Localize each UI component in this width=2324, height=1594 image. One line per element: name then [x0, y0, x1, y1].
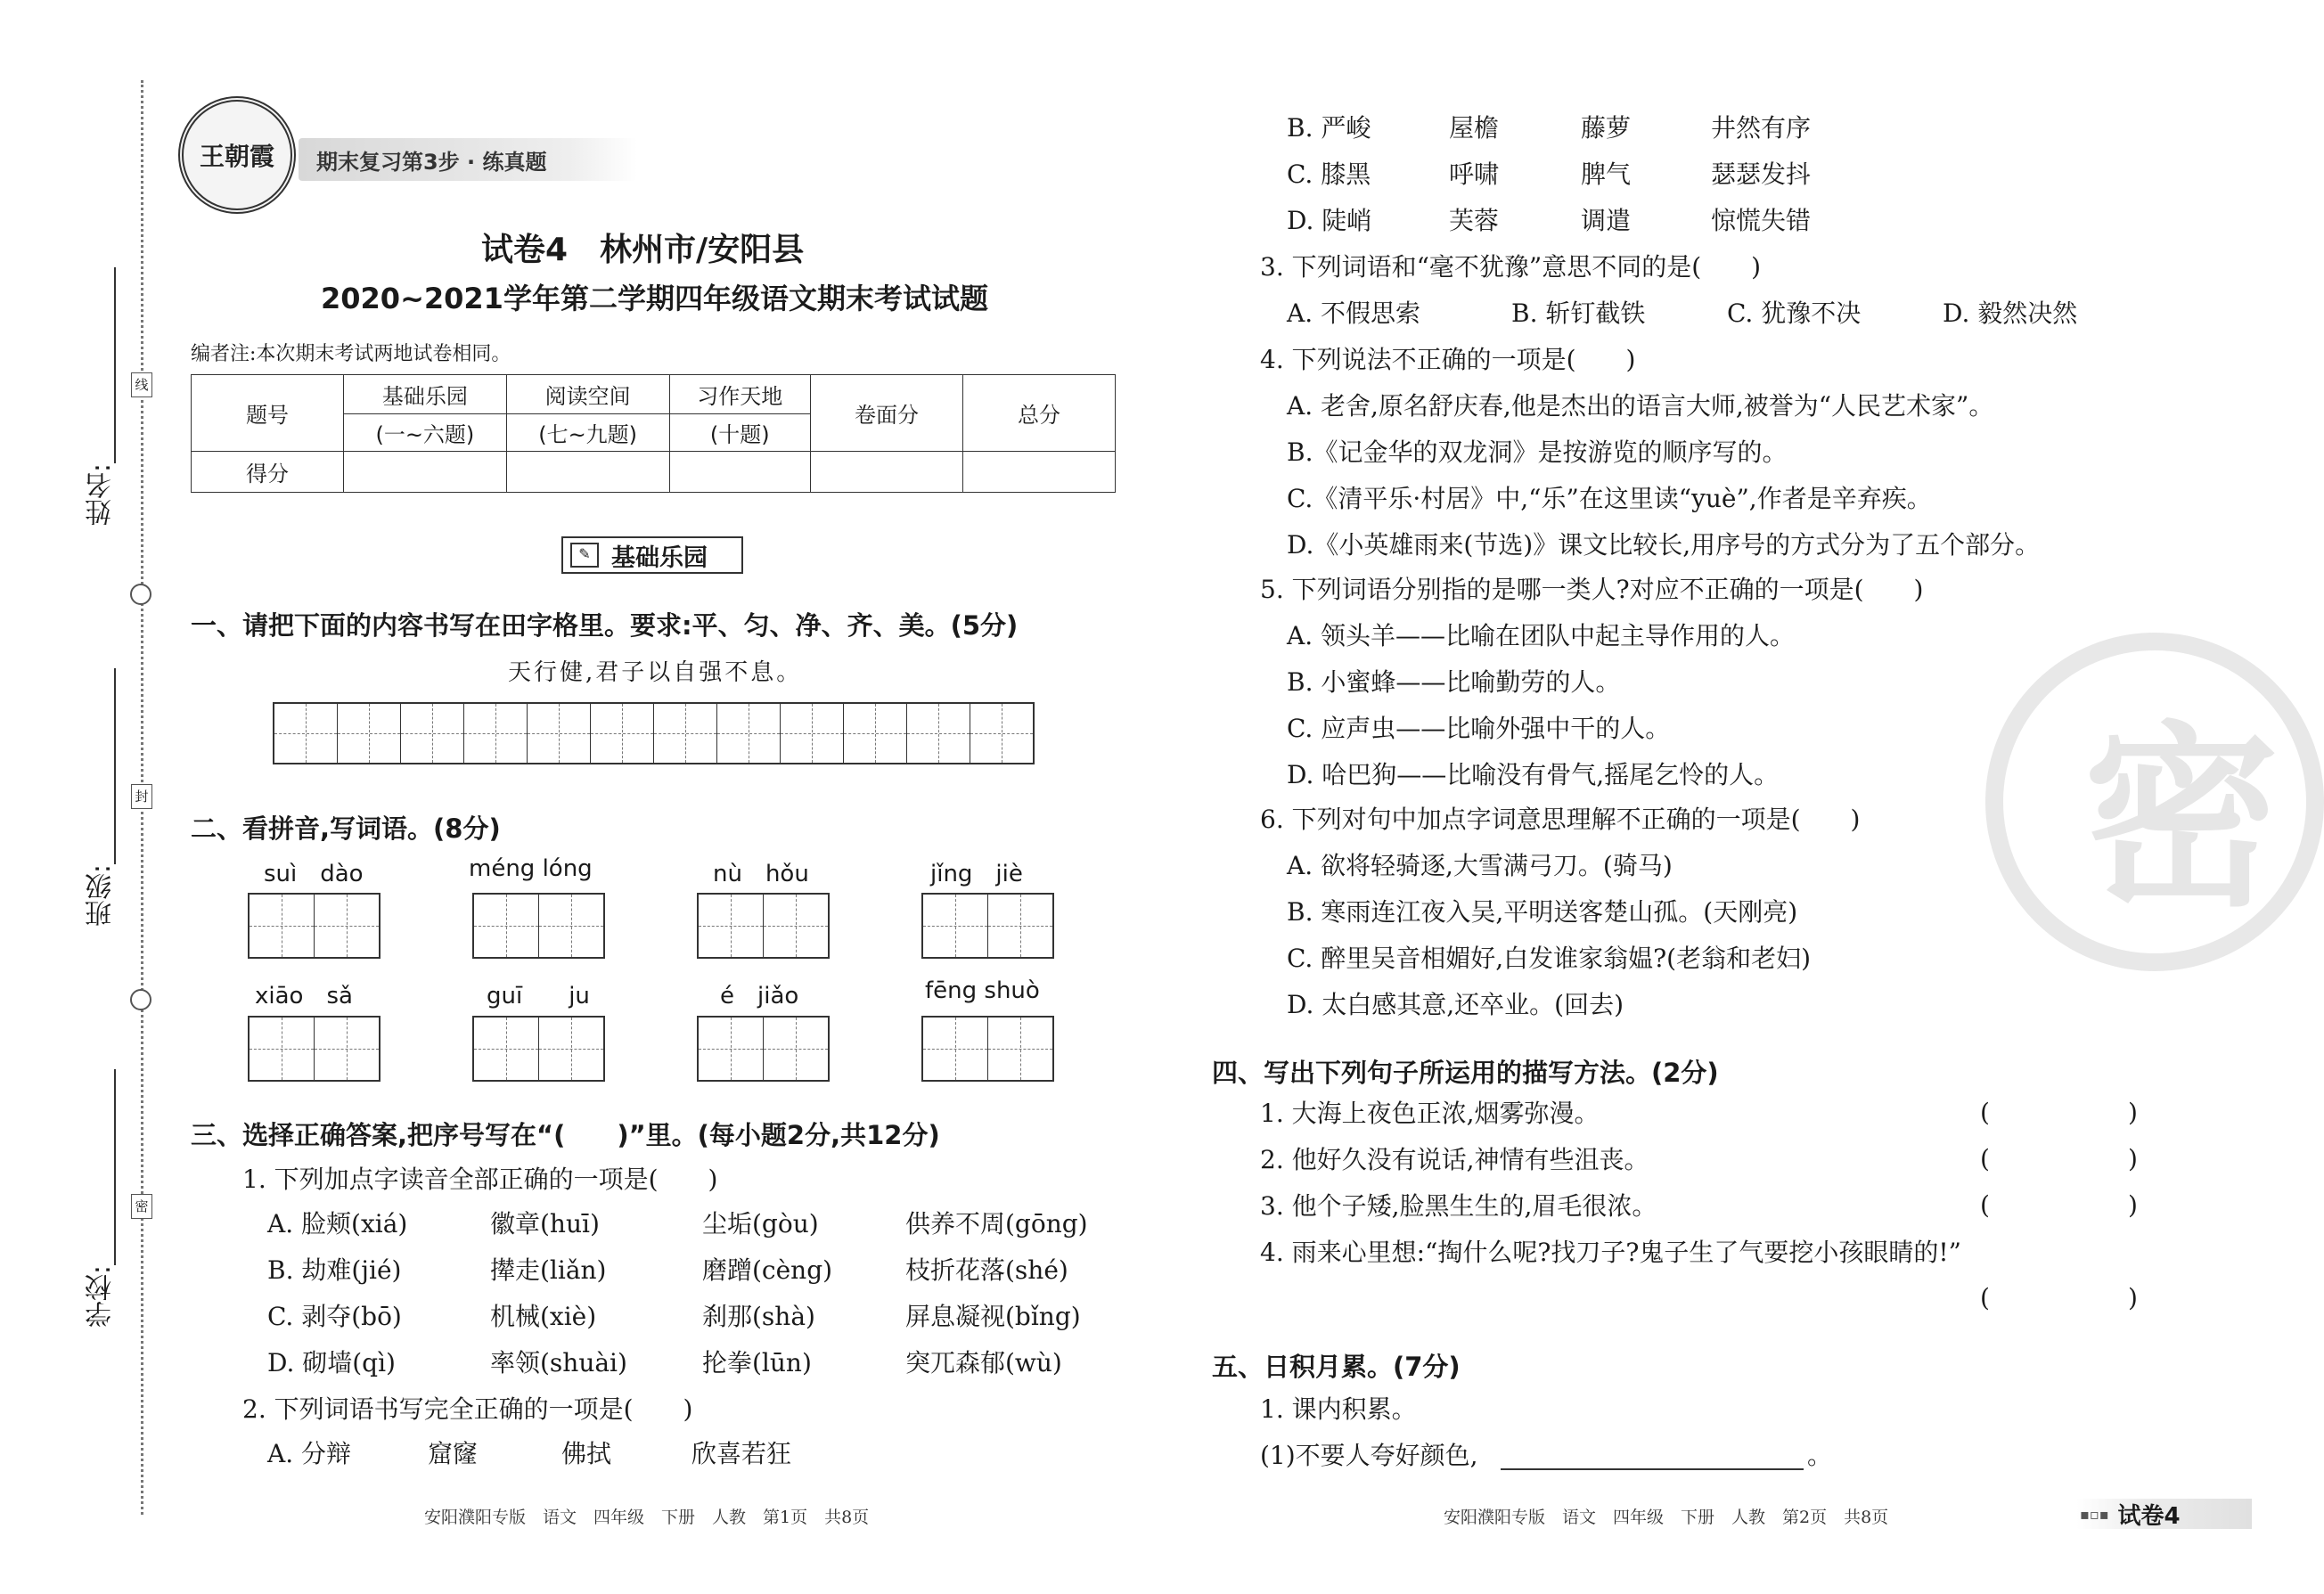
option-cell: 抡拳(lūn) [702, 1348, 812, 1377]
option-cell: 磨蹭(cèng) [702, 1255, 833, 1285]
tianzi-cell[interactable] [464, 704, 528, 763]
option-row [1287, 205, 2089, 241]
answer-paren-close: ) [2128, 1283, 2138, 1312]
pencil-icon: ✎ [570, 543, 599, 568]
binding-circle-icon [130, 989, 151, 1010]
seal-mark-mi: 密 [131, 1194, 152, 1219]
pinyin-7: é jiǎo [720, 983, 799, 1010]
option-line: A. 老舍,原名舒庆春,他是杰出的语言大师,被誉为“人民艺术家”。 [1287, 391, 1994, 421]
tab-squares-icon: ▪▫▪ [2080, 1505, 2109, 1523]
option-cell: D. 陡峭 [1287, 206, 1372, 235]
footer-tab [2076, 1499, 2252, 1529]
option-cell: 惊慌失错 [1711, 206, 1812, 235]
answer-grid-1[interactable] [248, 893, 381, 959]
tianzi-cell[interactable] [591, 704, 654, 763]
footer-left: 安阳濮阳专版 语文 四年级 下册 人教 第1页 共8页 [424, 1508, 870, 1527]
tianzi-cell[interactable] [781, 704, 844, 763]
option-cell: C. 膝黑 [1287, 159, 1371, 189]
option-cell: 徽章(huī) [490, 1209, 600, 1238]
pinyin-2: méng lóng [469, 855, 593, 882]
option-cell: 枝折花落(shé) [905, 1255, 1068, 1285]
score-cell[interactable] [963, 452, 1116, 493]
option-line: D.《小英雄雨来(节选)》课文比较长,用序号的方式分为了五个部分。 [1287, 530, 2041, 560]
col-writing-sub: (十题) [669, 414, 811, 452]
col-basic: 基础乐园 [344, 375, 507, 414]
pinyin-5: xiāo sǎ [255, 983, 353, 1010]
option-cell: A. 分辩 [267, 1439, 352, 1468]
pinyin-3: nù hǒu [713, 861, 809, 887]
option-row [1287, 159, 2089, 194]
option-cell: 屋檐 [1449, 113, 1500, 143]
tianzi-cell[interactable] [528, 704, 591, 763]
answer-paren-open: ( [1980, 1098, 1990, 1127]
name-line [114, 267, 116, 463]
col-writing: 习作天地 [669, 375, 811, 414]
option-line: B. 寒雨连江夜入吴,平明送客楚山孤。(天刚亮) [1287, 897, 1798, 927]
q2-title: 二、看拼音,写词语。(8分) [191, 813, 501, 844]
col-reading-sub: (七~九题) [506, 414, 669, 452]
row-defen: 得分 [192, 452, 344, 493]
class-line [114, 668, 116, 864]
option-cell: 芙蓉 [1449, 206, 1500, 235]
score-cell[interactable] [669, 452, 811, 493]
q3-1-stem: 1. 下列加点字读音全部正确的一项是( ) [242, 1165, 718, 1194]
option-cell: A. 脸颊(xiá) [267, 1209, 408, 1238]
answer-blank-1[interactable] [1993, 1098, 2126, 1130]
q4-item-4: 4. 雨来心里想:“掏什么呢?找刀子?鬼子生了气要挖小孩眼睛的!” [1260, 1238, 1961, 1267]
q5-line-1-end: 。 [1807, 1441, 1833, 1470]
option-cell: 呼啸 [1449, 159, 1500, 189]
score-cell[interactable] [811, 452, 963, 493]
banner [299, 138, 637, 181]
col-basic-sub: (一~六题) [344, 414, 507, 452]
logo-text: 王朝霞 [199, 142, 274, 171]
q3-2-stem: 2. 下列词语书写完全正确的一项是( ) [242, 1394, 693, 1424]
option-line: A. 欲将轻骑逐,大雪满弓刀。(骑马) [1287, 851, 1673, 880]
exam-title: 试卷4 林州市/安阳县 [481, 232, 805, 268]
footer-right: 安阳濮阳专版 语文 四年级 下册 人教 第2页 共8页 [1444, 1508, 1889, 1527]
brand-logo [178, 96, 296, 214]
tianzi-cell[interactable] [654, 704, 717, 763]
q1-text: 天行健,君子以自强不息。 [508, 659, 803, 686]
answer-grid-5[interactable] [248, 1016, 381, 1082]
option-cell: D. 毅然决然 [1943, 298, 2078, 328]
option-cell: C. 剥夺(bō) [267, 1302, 402, 1331]
tianzi-cell[interactable] [844, 704, 907, 763]
option-cell: D. 砌墙(qì) [267, 1348, 396, 1377]
answer-paren-open: ( [1980, 1283, 1990, 1312]
school-label: 学校: [86, 1265, 117, 1328]
pinyin-1: suì dào [264, 861, 364, 887]
option-cell: 供养不周(gōng) [905, 1209, 1088, 1238]
answer-paren-open: ( [1980, 1190, 1990, 1220]
seal-mark-feng: 封 [131, 784, 152, 809]
tianzi-cell[interactable] [717, 704, 781, 763]
option-line: B. 小蜜蜂——比喻勤劳的人。 [1287, 667, 1621, 697]
option-line: C.《清平乐·村居》中,“乐”在这里读“yuè”,作者是辛弃疾。 [1287, 484, 1932, 513]
option-row [1287, 112, 2089, 148]
col-neatness: 卷面分 [811, 375, 963, 452]
q1-tianzi-grid[interactable] [273, 702, 1035, 764]
option-line: D. 哈巴狗——比喻没有骨气,摇尾乞怜的人。 [1287, 760, 1780, 789]
pinyin-6: guī ju [487, 983, 590, 1010]
fill-blank-1[interactable] [1501, 1468, 1804, 1470]
answer-blank-4[interactable] [1993, 1283, 2126, 1315]
option-cell: C. 犹豫不决 [1727, 298, 1862, 328]
option-cell: 欣喜若狂 [691, 1439, 792, 1468]
option-cell: 调遣 [1581, 206, 1632, 235]
watermark-seal [1985, 633, 2324, 971]
score-table [191, 374, 1116, 493]
option-cell: 尘垢(gòu) [702, 1209, 819, 1238]
answer-paren-close: ) [2128, 1144, 2138, 1173]
q4-item-1: 1. 大海上夜色正浓,烟雾弥漫。 [1260, 1099, 1600, 1128]
answer-grid-8[interactable] [921, 1016, 1054, 1082]
option-cell: 屏息凝视(bǐng) [905, 1302, 1081, 1331]
banner-text: 期末复习第3步 · 练真题 [316, 149, 547, 175]
answer-grid-2[interactable] [472, 893, 605, 959]
option-cell: A. 不假思索 [1287, 298, 1421, 328]
tianzi-cell[interactable] [338, 704, 401, 763]
option-cell: B. 斩钉截铁 [1511, 298, 1646, 328]
option-cell: 突兀森郁(wù) [905, 1348, 1062, 1377]
option-cell: 率领(shuài) [490, 1348, 627, 1377]
q4-title: 四、写出下列句子所运用的描写方法。(2分) [1212, 1058, 1719, 1088]
option-cell: 井然有序 [1711, 113, 1812, 143]
watermark-text: 密 [2083, 705, 2279, 933]
section-header-basic [561, 536, 743, 574]
col-reading: 阅读空间 [506, 375, 669, 414]
option-line: A. 领头羊——比喻在团队中起主导作用的人。 [1287, 621, 1796, 650]
class-label: 班级: [86, 864, 117, 928]
option-cell: 藤萝 [1581, 113, 1632, 143]
tianzi-cell[interactable] [401, 704, 464, 763]
answer-paren-open: ( [1980, 1144, 1990, 1173]
option-cell: 脾气 [1581, 159, 1632, 189]
option-cell: 佛拭 [561, 1439, 612, 1468]
tianzi-cell[interactable] [907, 704, 970, 763]
option-row [1287, 298, 2089, 333]
school-line [114, 1069, 116, 1265]
answer-paren-close: ) [2128, 1190, 2138, 1220]
q5-1-stem: 1. 课内积累。 [1260, 1394, 1417, 1424]
answer-grid-7[interactable] [697, 1016, 830, 1082]
answer-grid-3[interactable] [697, 893, 830, 959]
seal-mark-xian: 线 [131, 372, 152, 397]
tab-text: 试卷4 [2117, 1502, 2181, 1530]
q3-6-stem: 6. 下列对句中加点字词意思理解不正确的一项是( ) [1260, 805, 1861, 834]
option-row [267, 1438, 891, 1474]
section-title: 基础乐园 [611, 544, 708, 572]
tianzi-cell[interactable] [274, 704, 338, 763]
answer-grid-6[interactable] [472, 1016, 605, 1082]
q4-item-3: 3. 他个子矮,脸黑生生的,眉毛很浓。 [1260, 1191, 1657, 1221]
q3-4-stem: 4. 下列说法不正确的一项是( ) [1260, 345, 1636, 374]
q3-title: 三、选择正确答案,把序号写在“( )”里。(每小题2分,共12分) [191, 1120, 940, 1150]
option-line: B.《记金华的双龙洞》是按游览的顺序写的。 [1287, 437, 1788, 467]
answer-grid-4[interactable] [921, 893, 1054, 959]
exam-subtitle: 2020~2021学年第二学期四年级语文期末考试试题 [321, 282, 988, 315]
q4-item-2: 2. 他好久没有说话,神情有些沮丧。 [1260, 1145, 1649, 1174]
score-cell[interactable] [506, 452, 669, 493]
option-cell: 撵走(liǎn) [490, 1255, 607, 1285]
q3-5-stem: 5. 下列词语分别指的是哪一类人?对应不正确的一项是( ) [1260, 575, 1924, 604]
col-tihao: 题号 [192, 375, 344, 452]
answer-paren-close: ) [2128, 1098, 2138, 1127]
answer-blank-3[interactable] [1993, 1190, 2126, 1222]
option-line: D. 太白感其意,还卒业。(回去) [1287, 990, 1624, 1019]
editor-note: 编者注:本次期末考试两地试卷相同。 [191, 343, 511, 365]
option-cell: 瑟瑟发抖 [1711, 159, 1812, 189]
name-label: 姓名: [86, 463, 117, 527]
pinyin-4: jǐng jiè [930, 861, 1023, 887]
q5-title: 五、日积月累。(7分) [1212, 1352, 1461, 1382]
col-total: 总分 [963, 375, 1116, 452]
option-cell: 刹那(shà) [702, 1302, 815, 1331]
option-cell: 窟窿 [428, 1439, 479, 1468]
binding-circle-icon [130, 584, 151, 605]
option-cell: B. 严峻 [1287, 113, 1371, 143]
tianzi-cell[interactable] [970, 704, 1033, 763]
answer-blank-2[interactable] [1993, 1144, 2126, 1176]
option-line: C. 醉里吴音相媚好,白发谁家翁媪?(老翁和老妇) [1287, 944, 1811, 973]
q1-title: 一、请把下面的内容书写在田字格里。要求:平、匀、净、齐、美。(5分) [191, 610, 1019, 641]
score-cell[interactable] [344, 452, 507, 493]
option-line: C. 应声虫——比喻外强中干的人。 [1287, 714, 1671, 743]
q3-3-stem: 3. 下列词语和“毫不犹豫”意思不同的是( ) [1260, 252, 1762, 282]
q5-line-1: (1)不要人夸好颜色, [1260, 1441, 1478, 1470]
pinyin-8: fēng shuò [925, 977, 1040, 1004]
option-cell: B. 劫难(jié) [267, 1255, 402, 1285]
option-cell: 机械(xiè) [490, 1302, 597, 1331]
